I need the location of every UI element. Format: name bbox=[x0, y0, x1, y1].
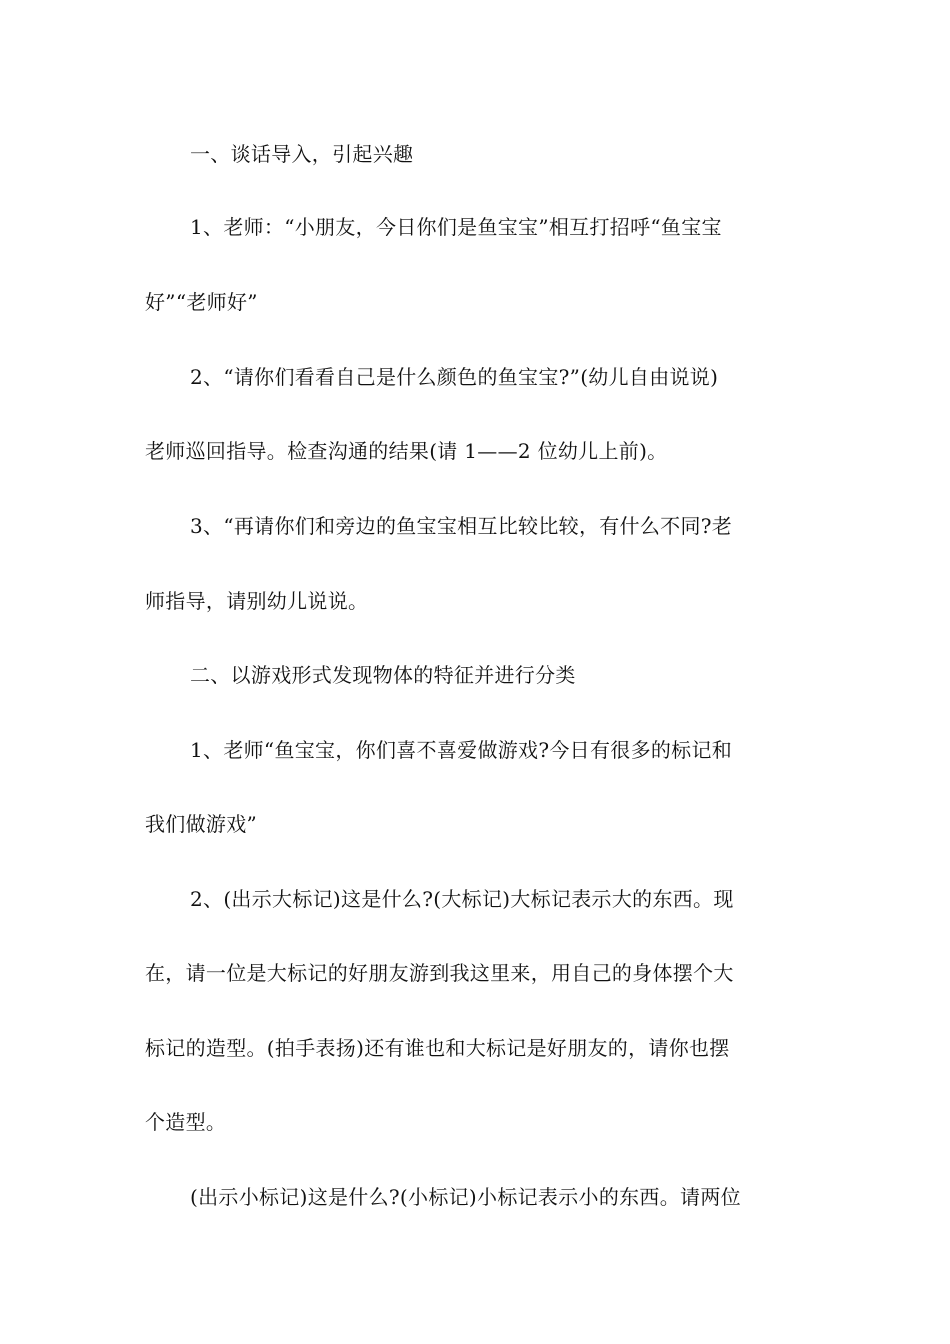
paragraph-line: 老师巡回指导。检查沟通的结果(请 1——2 位幼儿上前)。 bbox=[145, 439, 668, 463]
paragraph-line: 我们做游戏” bbox=[145, 812, 258, 836]
paragraph-line: (出示小标记)这是什么?(小标记)小标记表示小的东西。请两位 bbox=[190, 1185, 741, 1209]
paragraph-line: 师指导，请别幼儿说说。 bbox=[145, 589, 369, 613]
paragraph-line: 标记的造型。(拍手表扬)还有谁也和大标记是好朋友的，请你也摆 bbox=[145, 1036, 730, 1060]
paragraph-line: 在，请一位是大标记的好朋友游到我这里来，用自己的身体摆个大 bbox=[145, 961, 734, 985]
paragraph-line: 2、(出示大标记)这是什么?(大标记)大标记表示大的东西。现 bbox=[190, 887, 734, 911]
paragraph-line: 好”“老师好” bbox=[145, 290, 258, 314]
paragraph-line: 1、老师“鱼宝宝，你们喜不喜爱做游戏?今日有很多的标记和 bbox=[190, 738, 733, 762]
paragraph-line: 1、老师：“小朋友，今日你们是鱼宝宝”相互打招呼“鱼宝宝 bbox=[190, 215, 722, 239]
paragraph-line: 3、“再请你们和旁边的鱼宝宝相互比较比较，有什么不同?老 bbox=[190, 514, 733, 538]
paragraph-line: 个造型。 bbox=[145, 1110, 227, 1134]
section-heading-2: 二、以游戏形式发现物体的特征并进行分类 bbox=[190, 663, 576, 687]
section-heading-1: 一、谈话导入，引起兴趣 bbox=[190, 142, 414, 166]
paragraph-line: 2、“请你们看看自己是什么颜色的鱼宝宝?”(幼儿自由说说) bbox=[190, 365, 719, 389]
